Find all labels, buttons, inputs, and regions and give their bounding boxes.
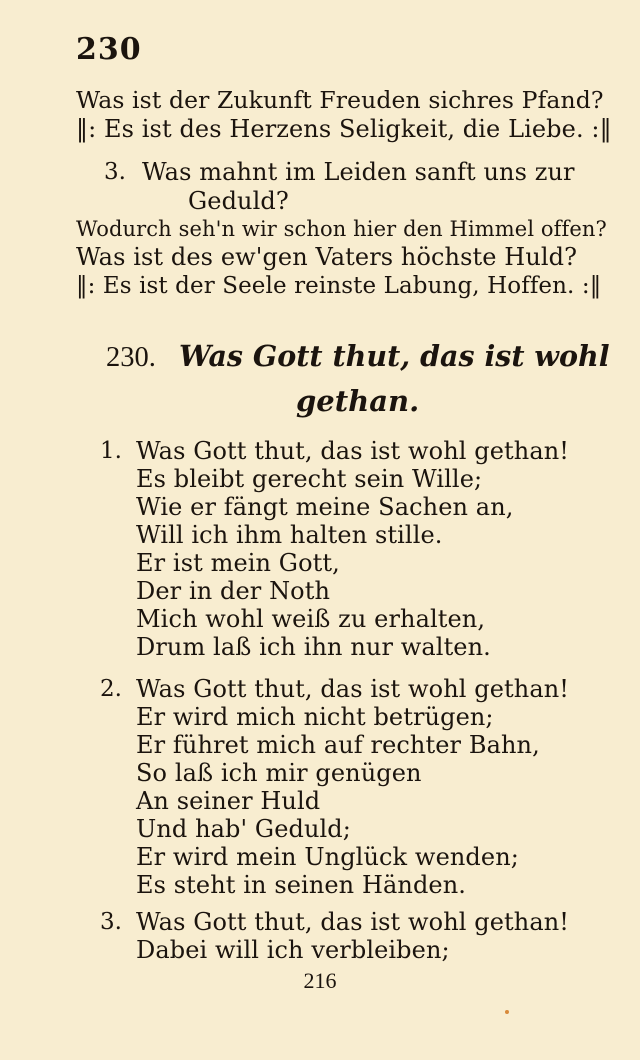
- verse-1-line-7: Mich wohl weiß zu erhalten,: [136, 605, 486, 633]
- prev-verse-3-line-5: ‖: Es ist der Seele reinste Labung, Hoffen. :‖: [76, 273, 602, 299]
- verse-3-number: 3.: [100, 909, 122, 935]
- verse-1-line-6: Der in der Noth: [136, 577, 331, 605]
- verse-1-line-8: Drum laß ich ihn nur walten.: [136, 633, 491, 661]
- prev-verse-3-line-3: Wodurch seh'n wir schon hier den Himmel offen?: [76, 217, 607, 241]
- page-number-top: 230: [76, 32, 142, 67]
- verse-2-line-3: Er führet mich auf rechter Bahn,: [136, 731, 540, 759]
- song-title-text: Was Gott thut, das ist wohl: [178, 339, 610, 373]
- verse-3-line-2: Dabei will ich verbleiben;: [136, 936, 450, 964]
- verse-2-line-6: Und hab' Geduld;: [136, 815, 351, 843]
- verse-2-line-4: So laß ich mir genügen: [136, 759, 422, 787]
- paper-speck: [505, 1010, 509, 1014]
- prev-verse-3-line-2: Geduld?: [188, 187, 289, 215]
- song-title-text-2: gethan.: [296, 384, 420, 418]
- song-number: 230.: [106, 342, 156, 373]
- song-title-line-2: [296, 384, 419, 418]
- verse-2-number: 2.: [100, 676, 122, 702]
- prev-verse-3-number: 3.: [104, 159, 126, 185]
- verse-1-line-1: Was Gott thut, das ist wohl gethan!: [136, 437, 570, 465]
- prev-verse-3-line-1: Was mahnt im Leiden sanft uns zur: [142, 158, 575, 186]
- verse-2-line-8: Es steht in seinen Händen.: [136, 871, 467, 899]
- verse-1-number: 1.: [100, 438, 122, 464]
- prev-line-2: ‖: Es ist des Herzens Seligkeit, die Liebe. :‖: [76, 115, 612, 143]
- verse-2-line-7: Er wird mein Unglück wenden;: [136, 843, 519, 871]
- prev-line-1: Was ist der Zukunft Freuden sichres Pfand?: [76, 86, 604, 114]
- verse-1-line-3: Wie er fängt meine Sachen an,: [136, 493, 514, 521]
- song-title-line-1: [106, 339, 610, 375]
- verse-1-line-4: Will ich ihm halten stille.: [136, 521, 443, 549]
- verse-2-line-1: Was Gott thut, das ist wohl gethan!: [136, 675, 570, 703]
- verse-1-line-2: Es bleibt gerecht sein Wille;: [136, 465, 483, 493]
- verse-1-line-5: Er ist mein Gott,: [136, 549, 340, 577]
- verse-2-line-5: An seiner Huld: [136, 787, 321, 815]
- prev-verse-3-line-4: Was ist des ew'gen Vaters höchste Huld?: [76, 243, 578, 271]
- page-number-bottom: 216: [303, 968, 337, 993]
- verse-2-line-2: Er wird mich nicht betrügen;: [136, 703, 494, 731]
- verse-3-line-1: Was Gott thut, das ist wohl gethan!: [136, 908, 570, 936]
